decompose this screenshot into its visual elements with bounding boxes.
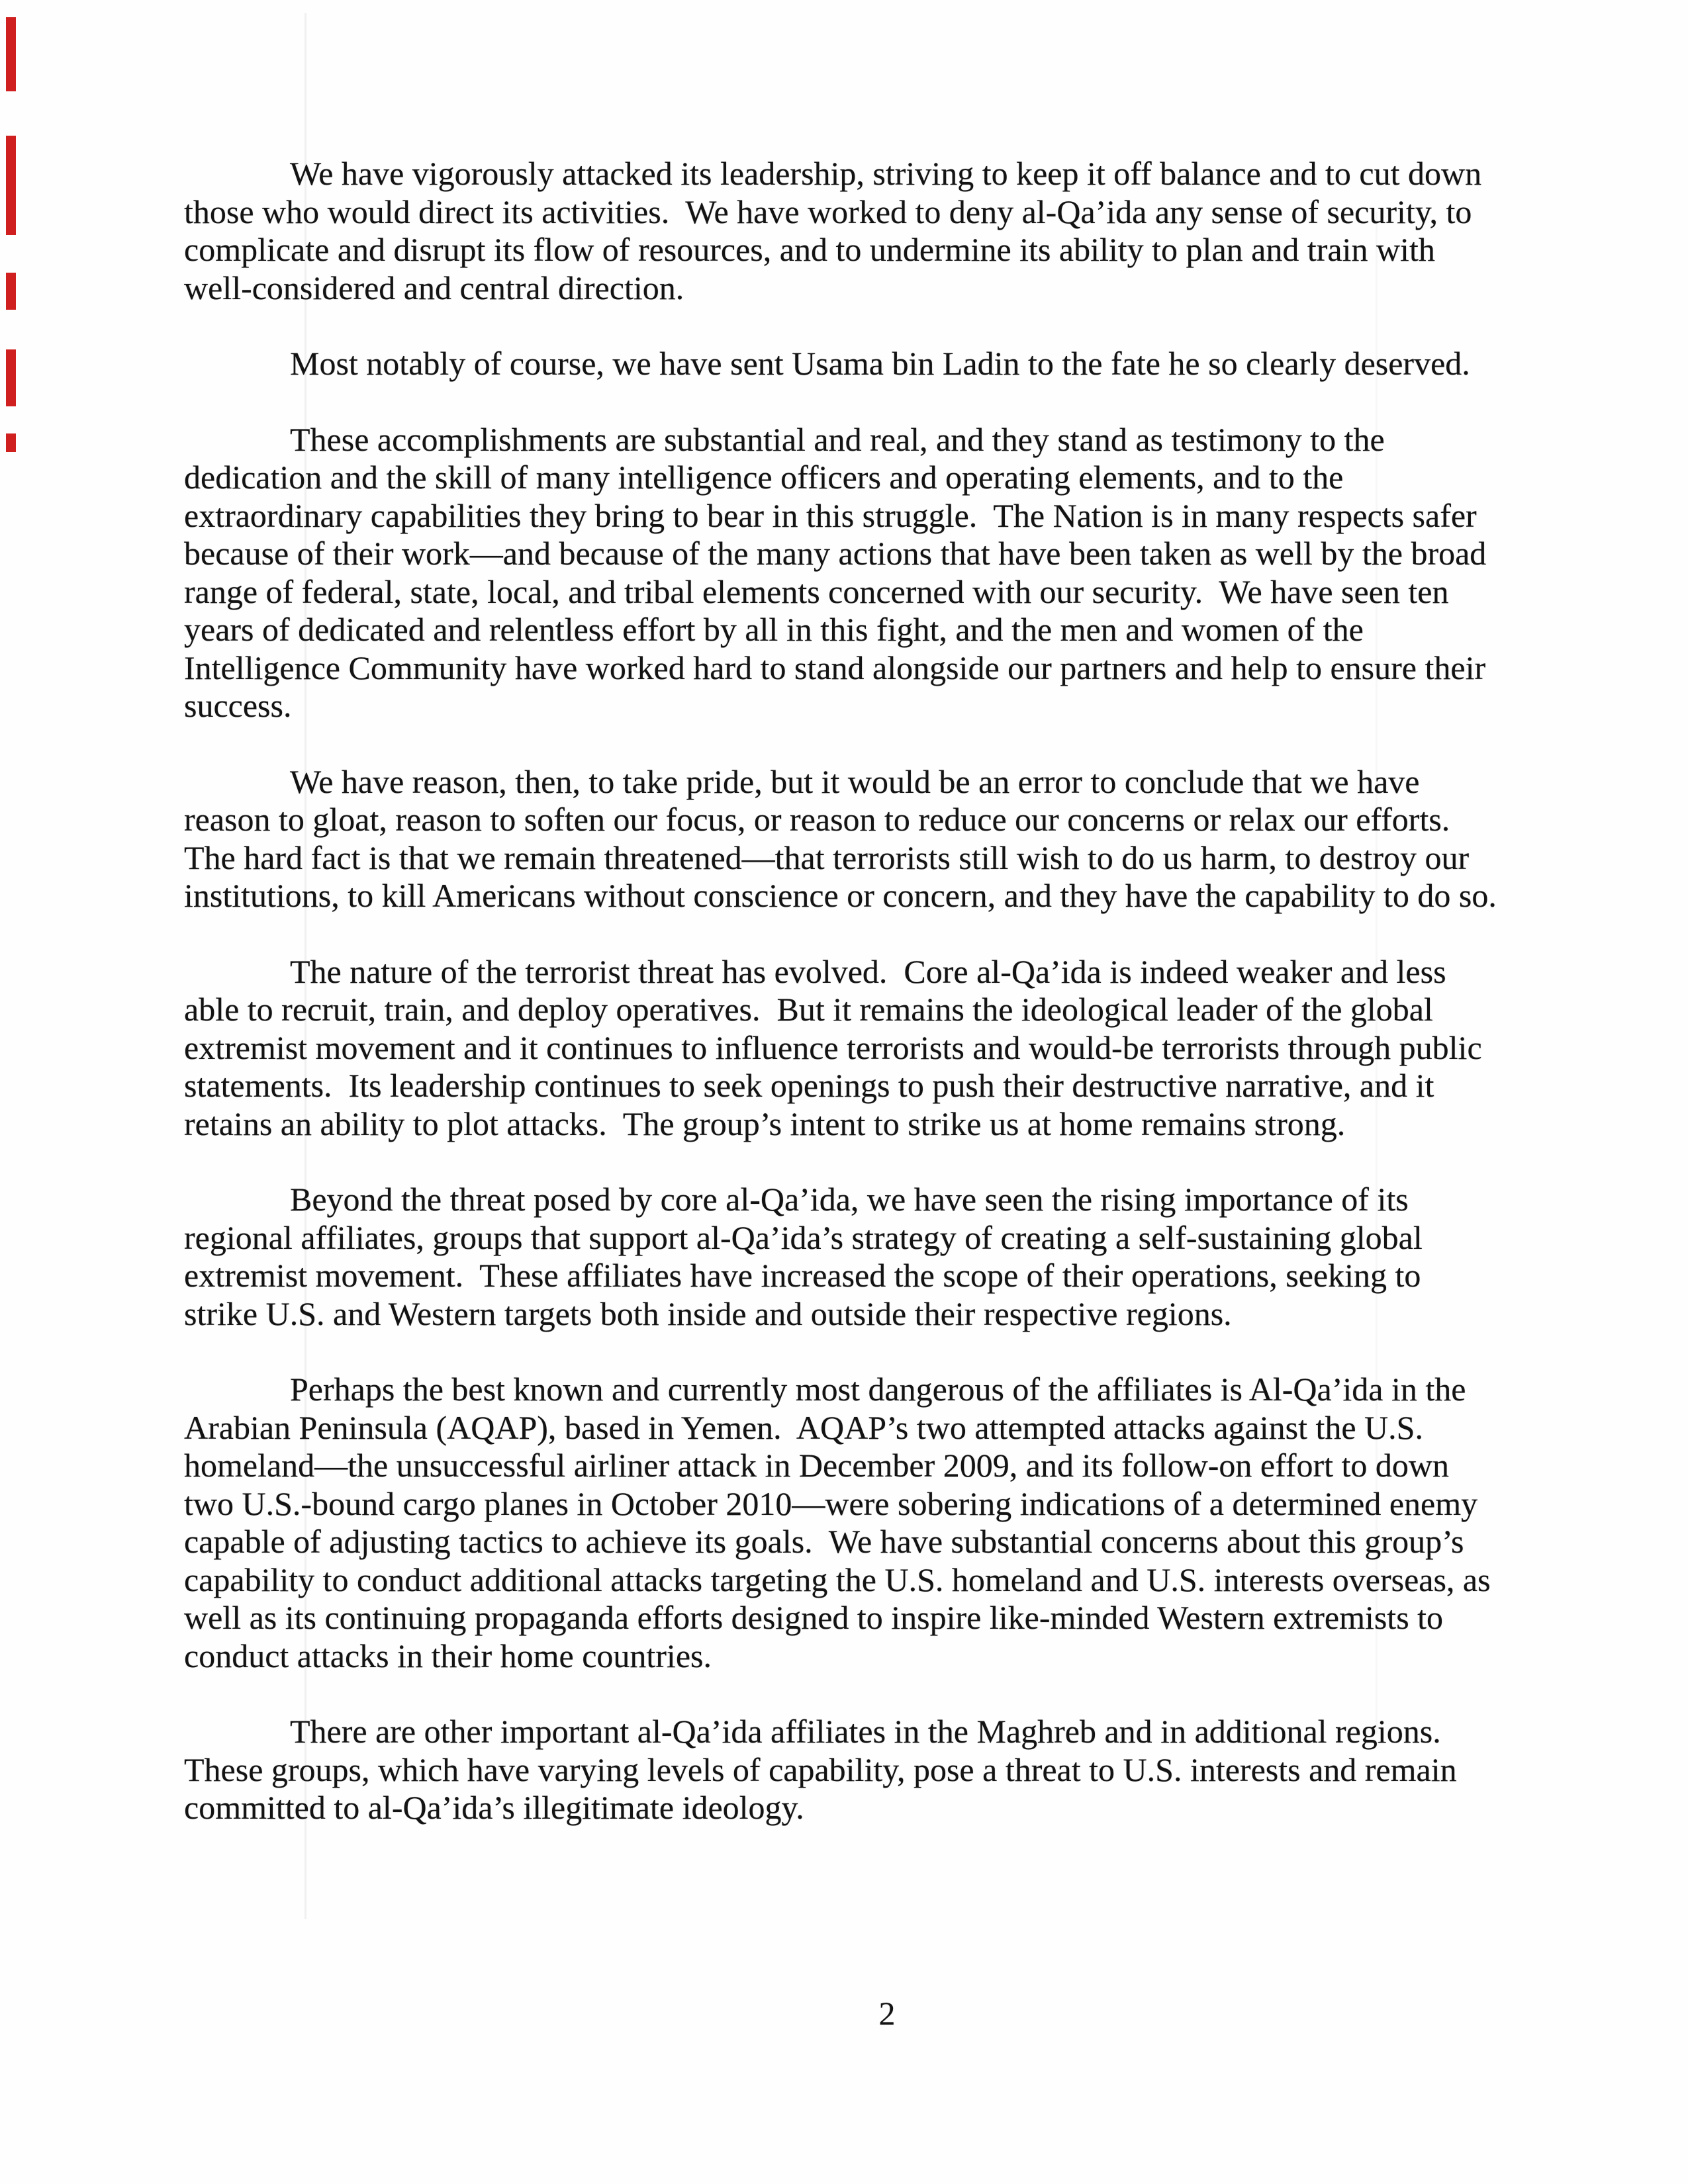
page-number (0, 1995, 1688, 2032)
paragraph: We have reason, then, to take pride, but it would be an error to conclude that we have reason to gloat, reason to soften our focus, or reason to reduce our concerns or relax our efforts. The hard fact is that we remain threatened—that terrorists still wish to do us harm, to destroy our institutions, to kill Americans without conscience or concern, and they have the capability to do so. (184, 762, 1497, 914)
red-edge-mark (6, 273, 16, 310)
paragraph: These accomplishments are substantial and real, and they stand as testimony to the dedication and the skill of many intelligence officers and operating elements, and to the extraordinary capabilities they bring to bear in this struggle. The Nation is in many respects safer because of their work—and because of the many actions that have been taken as well by the broad range of federal, state, local, and tribal elements concerned with our security. We have seen ten years of dedicated and relentless effort by all in this fight, and the men and women of the Intelligence Community have worked hard to stand alongside our partners and help to ensure their success. (184, 420, 1495, 724)
paragraph: We have vigorously attacked its leadership, striving to keep it off balance and to cut down those who would direct its activities. We have worked to deny al-Qa’ida any sense of security, to complicate and disrupt its flow of resources, and to undermine its ability to plan and train with well-considered and central direction. (184, 155, 1490, 306)
red-edge-mark (6, 349, 16, 406)
paragraph: Perhaps the best known and currently most dangerous of the affiliates is Al-Qa’ida in the Arabian Peninsula (AQAP), based in Yemen. AQAP’s two attempted attacks against the U.S. homeland—the unsuccessful airliner attack in December 2009, and its follow-on effort to down two U.S.-bound cargo planes in October 2010—were sobering indications of a determined enemy capable of adjusting tactics to achieve its goals. We have substantial concerns about this group’s capability to conduct additional attacks targeting the U.S. homeland and U.S. interests overseas, as well as its continuing propaganda efforts designed to inspire like-minded Western extremists to conduct attacks in their home countries. (184, 1371, 1499, 1674)
paragraph: Beyond the threat posed by core al-Qa’ida, we have seen the rising importance of its regional affiliates, groups that support al-Qa’ida’s strategy of creating a self-sustaining global extremist movement. These affiliates have increased the scope of their operations, seeking to strike U.S. and Western targets both inside and outside their respective regions. (184, 1181, 1431, 1332)
page-number-value: 2 (878, 1995, 896, 2032)
document-body (184, 155, 1498, 1865)
red-edge-mark (6, 433, 16, 452)
paragraph: There are other important al-Qa’ida affiliates in the Maghreb and in additional regions. These groups, which have varying levels of capability, pose a threat to U.S. interests and remain committed to al-Qa’ida’s illegitimate ideology. (184, 1713, 1466, 1826)
paragraph: Most notably of course, we have sent Usama bin Ladin to the fate he so clearly deserved. (290, 345, 1470, 382)
red-edge-mark (6, 136, 16, 235)
red-edge-mark (6, 17, 16, 91)
paragraph: The nature of the terrorist threat has evolved. Core al-Qa’ida is indeed weaker and less able to recruit, train, and deploy operatives. But it remains the ideological leader of the global extremist movement and it continues to influence terrorists and would-be terrorists through public statements. Its leadership continues to seek openings to push their destructive narrative, and it retains an ability to plot attacks. The group’s intent to strike us at home remains strong. (184, 952, 1491, 1142)
